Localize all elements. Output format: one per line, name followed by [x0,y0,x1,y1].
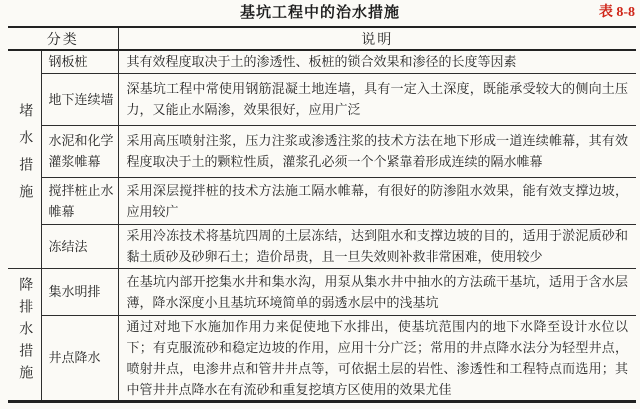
group-label-water-blocking: 堵水措施 [17,103,33,212]
method-cell-steel-sheet-pile: 钢板桩 [41,50,118,73]
table-row [8,224,636,268]
method-cell-mixing-pile-curtain: 搅拌桩止水帷幕 [41,177,118,224]
method-cell-diaphragm-wall: 地下连续墙 [41,73,118,125]
description-cell: 通过对地下水施加作用力来促使地下水排出，使基坑范围内的地下水降至设计水位以下；有克服流砂和稳定边坡的作用，应用十分广泛；常用的井点降水法分为轻型井点，喷射井点，电渗井点和管井井点等，可依据土层的岩性、渗透性和工程特点而选用；其中管井井点降水在有流砂和重复挖填方区使用的效果尤佳 [118,315,636,401]
description-cell: 深基坑工程中常使用钢筋混凝土地连墙，具有一定入土深度，既能承受较大的侧向土压力，又能止水隔渗，效果很好，应用广泛 [118,73,636,125]
page-title: 基坑工程中的治水措施 [239,5,400,21]
title-row [0,0,640,26]
method-cell-grouting-curtain: 水泥和化学灌浆帷幕 [41,125,118,177]
table-number-label: 表 8-8 [598,5,635,20]
column-header-category: 分类 [8,27,118,50]
method-cell-wellpoint-dewatering: 井点降水 [41,315,118,401]
table-row [8,125,636,177]
description-cell: 采用冷冻技术将基坑四周的土层冻结，达到阻水和支撑边坡的目的，适用于淤泥质砂和黏土质砂及砂卵石土；造价昂贵，且一旦失效则补救非常困难，使用较少 [118,224,636,268]
table-row [8,50,636,73]
group-cell-dewatering [8,268,41,401]
table-row [8,268,636,315]
description-cell: 采用高压喷射注浆，压力注浆或渗透注浆的技术方法在地下形成一道连续帷幕，其有效程度取决于土的颗粒性质，灌浆孔必须一个个紧靠着形成连续的隔水帷幕 [118,125,636,177]
description-cell: 采用深层搅拌桩的技术方法施工隔水帷幕，有很好的防渗阻水效果，能有效支撑边坡，应用较广 [118,177,636,224]
table-row [8,73,636,125]
column-header-description: 说明 [118,27,636,50]
water-control-measures-table [8,26,636,403]
table-row [8,177,636,224]
group-label-dewatering: 降排水措施 [17,277,33,387]
description-cell: 在基坑内部开挖集水井和集水沟，用泵从集水井中抽水的方法疏干基坑，适用于含水层薄，降水深度小且基坑环境简单的弱透水层中的浅基坑 [118,268,636,315]
method-cell-open-pumping: 集水明排 [41,268,118,315]
table-row [8,315,636,401]
method-cell-freezing-method: 冻结法 [41,224,118,268]
group-cell-water-blocking [8,50,41,268]
table-header-row [8,27,636,50]
description-cell: 其有效程度取决于土的渗透性、板桩的锁合效果和渗径的长度等因素 [118,50,636,73]
